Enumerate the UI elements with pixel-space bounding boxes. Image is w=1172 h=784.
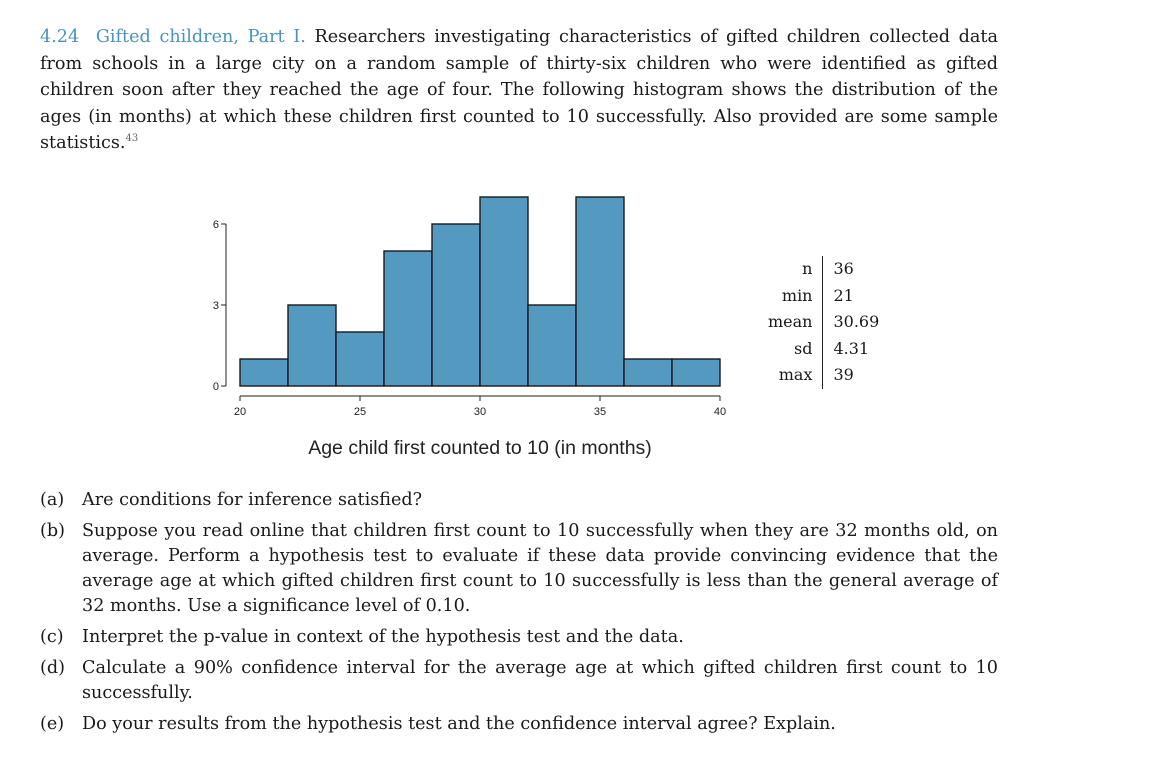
stat-value: 39 bbox=[833, 365, 854, 384]
stat-label: sd bbox=[768, 336, 823, 363]
question-item bbox=[40, 488, 998, 513]
stat-row-min bbox=[768, 283, 879, 310]
y-tick-label: 0 bbox=[212, 381, 219, 393]
stat-value: 30.69 bbox=[833, 312, 880, 331]
question-label: (d) bbox=[40, 658, 65, 678]
histogram-bar bbox=[336, 332, 384, 386]
problem-number: 4.24 bbox=[40, 27, 80, 47]
x-tick-label: 40 bbox=[713, 406, 727, 418]
histogram-bar bbox=[384, 251, 432, 386]
histogram-bar bbox=[432, 224, 480, 386]
footnote-marker: 43 bbox=[125, 133, 139, 144]
question-item bbox=[40, 625, 998, 650]
x-tick-label: 30 bbox=[473, 406, 487, 418]
question-text: Do your results from the hypothesis test and the confidence interval agree? Explain. bbox=[82, 714, 836, 734]
problem-title: Gifted children, Part I. bbox=[95, 27, 306, 47]
question-label: (e) bbox=[40, 714, 65, 734]
histogram-bar bbox=[288, 305, 336, 386]
histogram bbox=[190, 188, 750, 478]
x-axis-label: Age child first counted to 10 (in months) bbox=[308, 437, 652, 459]
stat-label: mean bbox=[768, 309, 823, 336]
histogram-bar bbox=[624, 359, 672, 386]
stat-label: max bbox=[768, 362, 823, 389]
question-item bbox=[40, 712, 998, 737]
histogram-bar bbox=[528, 305, 576, 386]
question-text: Calculate a 90% confidence interval for the average age at which gifted children first count to 10 successfully. bbox=[82, 658, 998, 703]
histogram-bar bbox=[576, 197, 624, 386]
problem-text: Researchers investigating characteristics of gifted children collected data from schools in a large city on a random sample of thirty-six children who were identified as gifted children soon after they reached the age of four. The following histogram shows the distribution of the ages (in months) at which these children first counted to 10 successfully. Also provided are some sample statistics. bbox=[40, 27, 998, 153]
question-list bbox=[40, 488, 998, 743]
y-tick-label: 6 bbox=[212, 219, 219, 231]
histogram-bar bbox=[672, 359, 720, 386]
x-tick-label: 35 bbox=[593, 406, 607, 418]
question-label: (a) bbox=[40, 490, 65, 510]
question-text: Suppose you read online that children first count to 10 successfully when they are 32 months old, on average. Perform a hypothesis test to evaluate if these data provide convincing evidence that the average age at which gifted children first count to 10 successfully is less than the general average of 32 months. Use a significance level of 0.10. bbox=[82, 521, 998, 616]
question-label: (c) bbox=[40, 627, 64, 647]
question-text: Interpret the p-value in context of the hypothesis test and the data. bbox=[82, 627, 684, 647]
stat-value: 4.31 bbox=[833, 338, 870, 358]
question-item bbox=[40, 519, 998, 619]
summary-statistics-table bbox=[768, 256, 879, 389]
stat-row-sd bbox=[768, 336, 879, 363]
x-tick-label: 20 bbox=[233, 406, 247, 418]
question-item bbox=[40, 656, 998, 706]
x-tick-label: 25 bbox=[353, 406, 367, 418]
question-text: Are conditions for inference satisfied? bbox=[82, 490, 423, 510]
histogram-bar bbox=[480, 197, 528, 386]
stat-value: 36 bbox=[833, 259, 854, 278]
histogram-bar bbox=[240, 359, 288, 386]
stat-value: 21 bbox=[833, 285, 854, 305]
stat-row-max bbox=[768, 362, 879, 389]
stat-label: n bbox=[768, 256, 823, 283]
question-label: (b) bbox=[40, 521, 65, 541]
y-tick-label: 3 bbox=[212, 300, 219, 312]
problem-statement bbox=[40, 24, 998, 157]
stat-row-n bbox=[768, 256, 879, 283]
stat-row-mean bbox=[768, 309, 879, 336]
stat-label: min bbox=[768, 283, 823, 310]
